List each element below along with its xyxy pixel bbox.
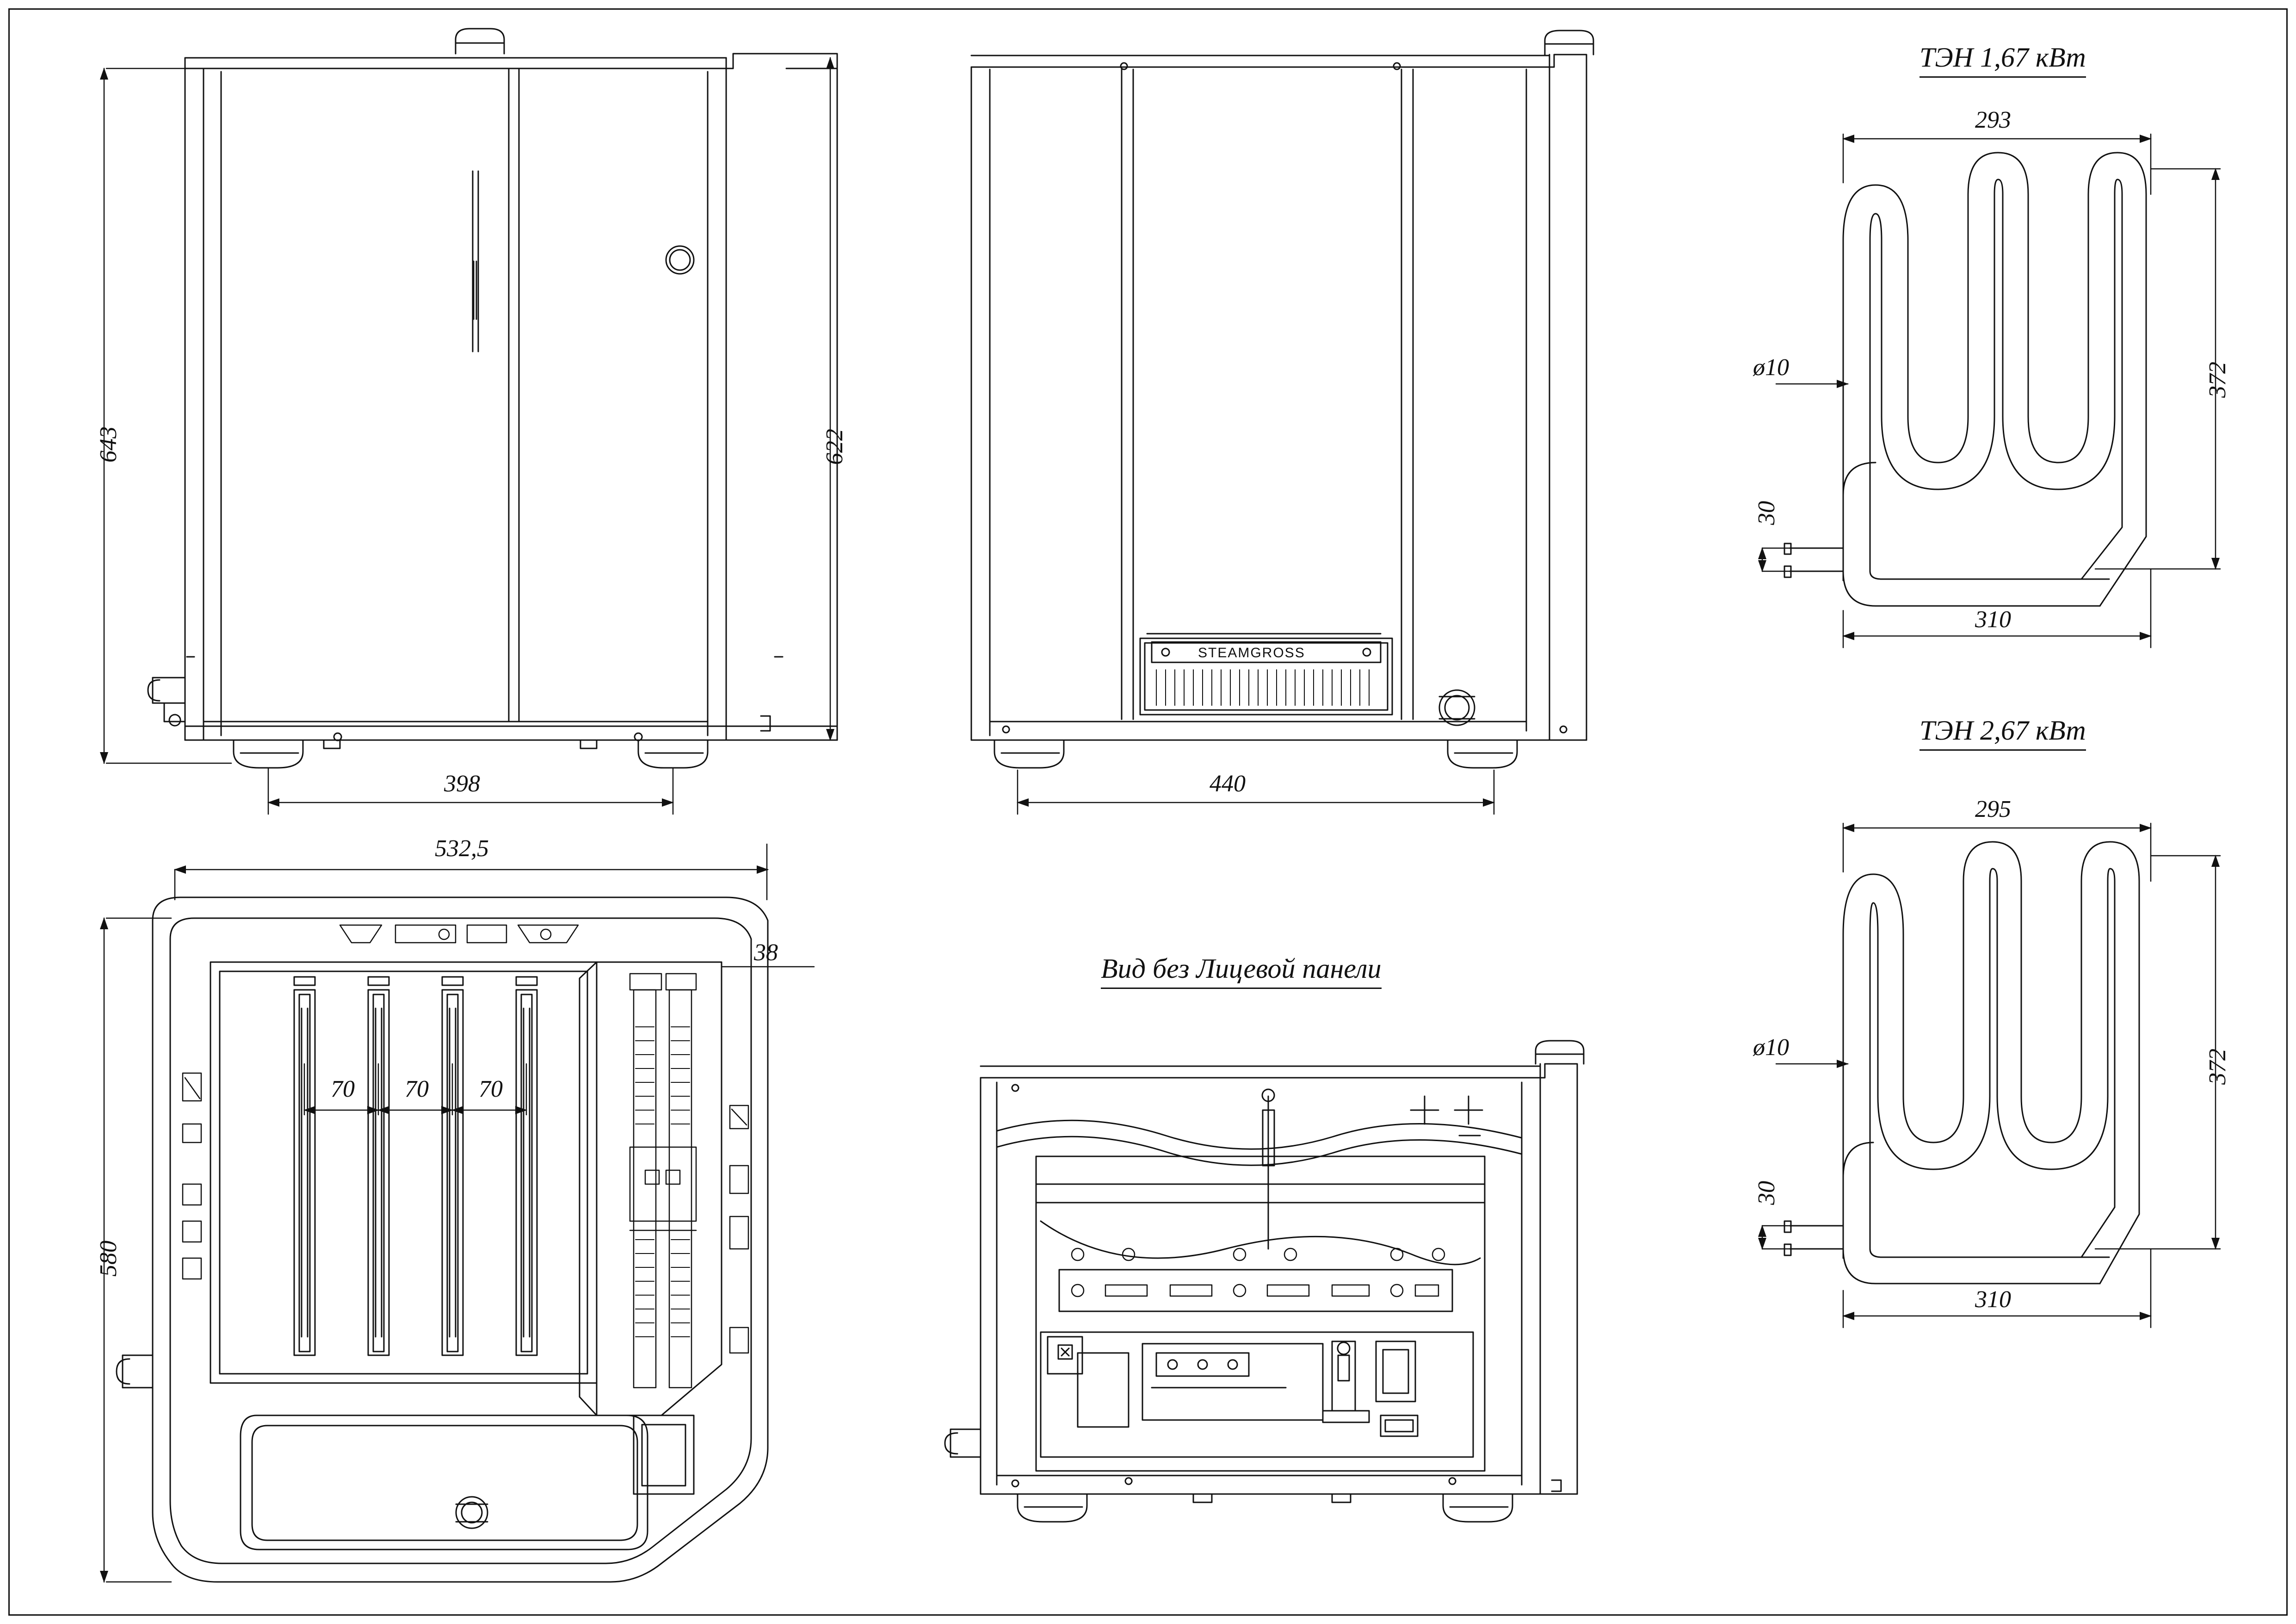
side-view-dimensions bbox=[1018, 770, 1494, 814]
heater-267-geometry bbox=[1762, 823, 2220, 1328]
heater-167-title: ТЭН 1,67 кВт bbox=[1920, 42, 2086, 78]
dimension-532-5: 532,5 bbox=[435, 835, 489, 862]
dimension-diameter-10-b: ø10 bbox=[1753, 1034, 1789, 1061]
dimension-70-c: 70 bbox=[479, 1076, 503, 1102]
dimension-30-a: 30 bbox=[1753, 501, 1780, 525]
no-panel-view-geometry bbox=[945, 1041, 1584, 1522]
dimension-38: 38 bbox=[754, 939, 778, 966]
brand-label: STEAMGROSS bbox=[1198, 645, 1305, 661]
heater-267-title: ТЭН 2,67 кВт bbox=[1920, 715, 2086, 751]
dimension-70-a: 70 bbox=[331, 1076, 355, 1102]
no-panel-view-title: Вид без Лицевой панели bbox=[1101, 953, 1382, 989]
front-view-dimensions bbox=[104, 58, 830, 814]
dimension-295: 295 bbox=[1975, 796, 2011, 822]
heater-167-geometry bbox=[1762, 134, 2220, 648]
dimension-622: 622 bbox=[821, 429, 848, 465]
dimension-diameter-10-a: ø10 bbox=[1753, 354, 1789, 381]
top-view-geometry bbox=[117, 897, 768, 1582]
dimension-293: 293 bbox=[1975, 107, 2011, 133]
dimension-440: 440 bbox=[1210, 771, 1246, 797]
dimension-398: 398 bbox=[444, 771, 480, 797]
dimension-30-b: 30 bbox=[1753, 1181, 1780, 1205]
dimension-372-b: 372 bbox=[2204, 1049, 2231, 1085]
dimension-310-a: 310 bbox=[1975, 606, 2011, 633]
dimension-580: 580 bbox=[95, 1241, 122, 1277]
dimension-310-b: 310 bbox=[1975, 1286, 2011, 1313]
dimension-643: 643 bbox=[95, 426, 122, 463]
dimension-372-a: 372 bbox=[2204, 362, 2231, 398]
front-view-geometry bbox=[148, 29, 837, 768]
dimension-70-b: 70 bbox=[405, 1076, 429, 1102]
